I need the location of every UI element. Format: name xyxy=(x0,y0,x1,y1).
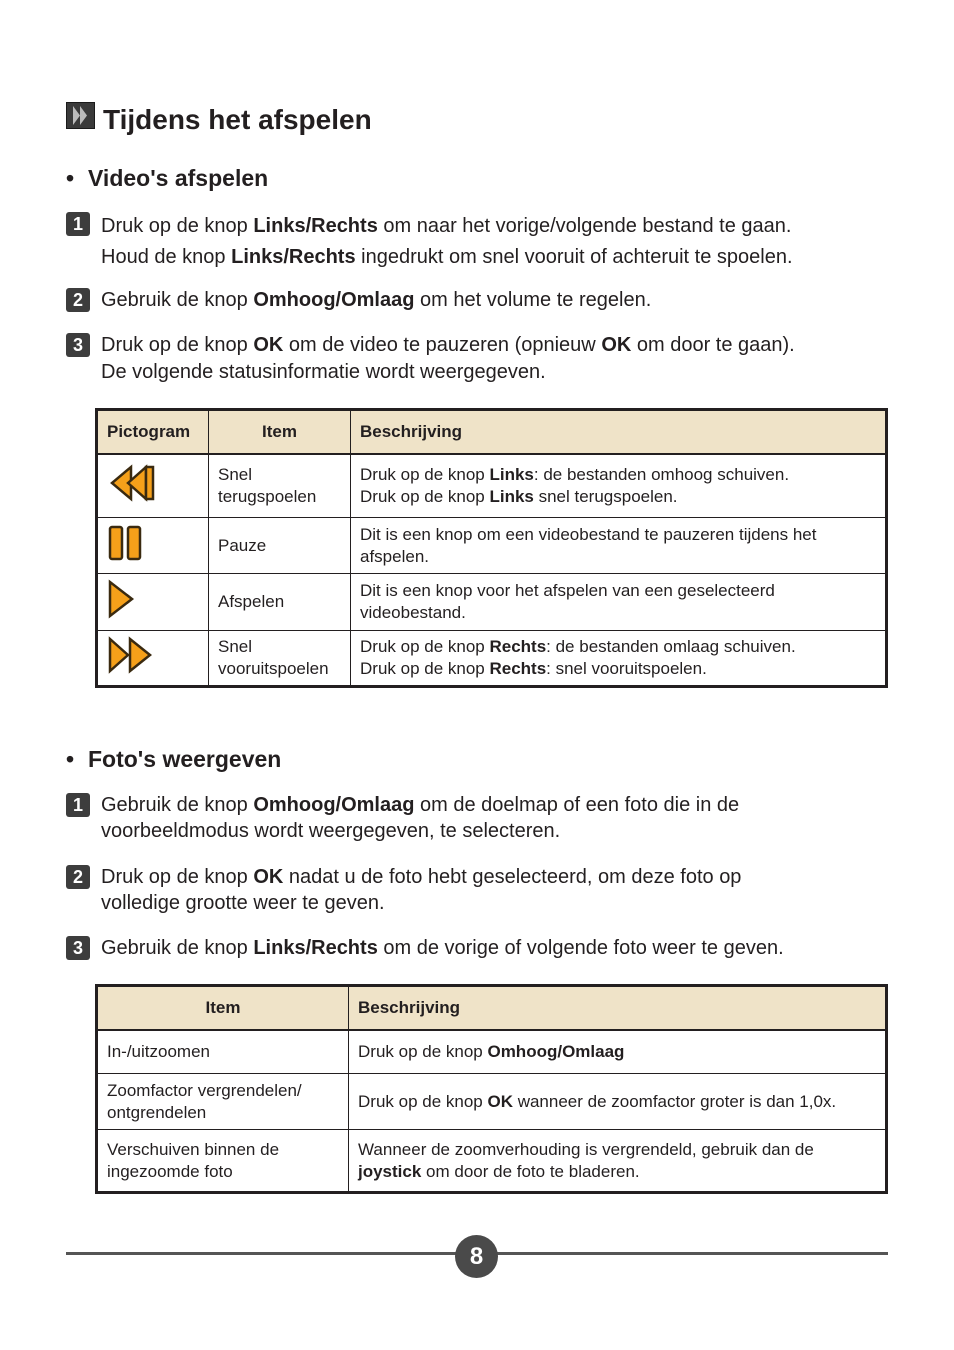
item-cell: Snel terugspoelen xyxy=(209,454,351,518)
fast-forward-icon xyxy=(106,636,156,680)
table-row xyxy=(97,1030,887,1074)
table-row xyxy=(97,631,887,687)
item-cell: Pauze xyxy=(209,518,351,574)
photo-table xyxy=(95,984,888,1194)
page-title: Tijdens het afspelen xyxy=(103,104,372,135)
description-cell: Druk op de knop Rechts: de bestanden omlaag schuiven. Druk op de knop Rechts: snel vooruitspoelen. xyxy=(351,631,887,687)
photo-step-3-badge: 3 xyxy=(66,936,90,960)
header-pictogram: Pictogram xyxy=(97,410,209,454)
item-cell: Afspelen xyxy=(209,574,351,631)
pictogram-cell xyxy=(97,631,209,687)
video-step-2-badge: 2 xyxy=(66,288,90,312)
photo-step-2-badge: 2 xyxy=(66,865,90,889)
photo-step-3-text: Gebruik de knop Links/Rechts om de vorige of volgende foto weer te geven. xyxy=(101,937,784,959)
video-section-title: • Video's afspelen xyxy=(66,165,269,191)
rewind-icon xyxy=(106,464,156,508)
table-row xyxy=(97,1074,887,1130)
header-beschrijving: Beschrijving xyxy=(351,410,887,454)
pictogram-cell xyxy=(97,574,209,631)
video-step-2-text: Gebruik de knop Omhoog/Omlaag om het volume te regelen. xyxy=(101,289,652,311)
header-item: Item xyxy=(97,986,349,1030)
description-cell: Dit is een knop om een videobestand te pauzeren tijdens het afspelen. xyxy=(351,518,887,574)
description-cell: Dit is een knop voor het afspelen van een geselecteerd videobestand. xyxy=(351,574,887,631)
table-row xyxy=(97,518,887,574)
video-step-1-text: Druk op de knop Links/Rechts om naar het vorige/volgende bestand te gaan. Houd de knop Links/Rechts ingedrukt om snel vooruit of achteruit te spoelen. xyxy=(101,215,793,268)
item-cell: Verschuiven binnen de ingezoomde foto xyxy=(97,1130,349,1193)
table-row xyxy=(97,1130,887,1193)
play-icon xyxy=(106,579,140,625)
table-row xyxy=(97,454,887,518)
item-cell: Zoomfactor vergrendelen/ ontgrendelen xyxy=(97,1074,349,1130)
item-cell: Snel vooruitspoelen xyxy=(209,631,351,687)
chapter-icon xyxy=(66,102,95,129)
item-cell: In-/uitzoomen xyxy=(97,1030,349,1074)
description-cell: Druk op de knop Omhoog/Omlaag xyxy=(349,1030,887,1074)
description-cell: Wanneer de zoomverhouding is vergrendeld, gebruik dan de joystick om door de foto te bladeren. xyxy=(349,1130,887,1193)
description-cell: Druk op de knop Links: de bestanden omhoog schuiven. Druk op de knop Links snel terugspoelen. xyxy=(351,454,887,518)
header-item: Item xyxy=(209,410,351,454)
table-row xyxy=(97,574,887,631)
pictogram-cell xyxy=(97,518,209,574)
photo-section-title: • Foto's weergeven xyxy=(66,746,282,772)
pictogram-cell xyxy=(97,454,209,518)
video-status-table xyxy=(95,408,888,688)
photo-step-1-badge: 1 xyxy=(66,793,90,817)
video-step-3-text: Druk op de knop OK om de video te pauzeren (opnieuw OK om door te gaan). De volgende statusinformatie wordt weergegeven. xyxy=(101,334,795,383)
video-step-3-badge: 3 xyxy=(66,333,90,357)
pause-icon xyxy=(106,524,146,568)
header-beschrijving: Beschrijving xyxy=(349,986,887,1030)
photo-step-2-text: Druk op de knop OK nadat u de foto hebt geselecteerd, om deze foto op volledige grootte weer te geven. xyxy=(101,866,742,914)
description-cell: Druk op de knop OK wanneer de zoomfactor groter is dan 1,0x. xyxy=(349,1074,887,1130)
video-step-1-badge: 1 xyxy=(66,212,90,236)
photo-step-1-text: Gebruik de knop Omhoog/Omlaag om de doelmap of een foto die in de voorbeeldmodus wordt weergegeven, te selecteren. xyxy=(101,794,740,842)
page-number: 8 xyxy=(455,1235,498,1278)
